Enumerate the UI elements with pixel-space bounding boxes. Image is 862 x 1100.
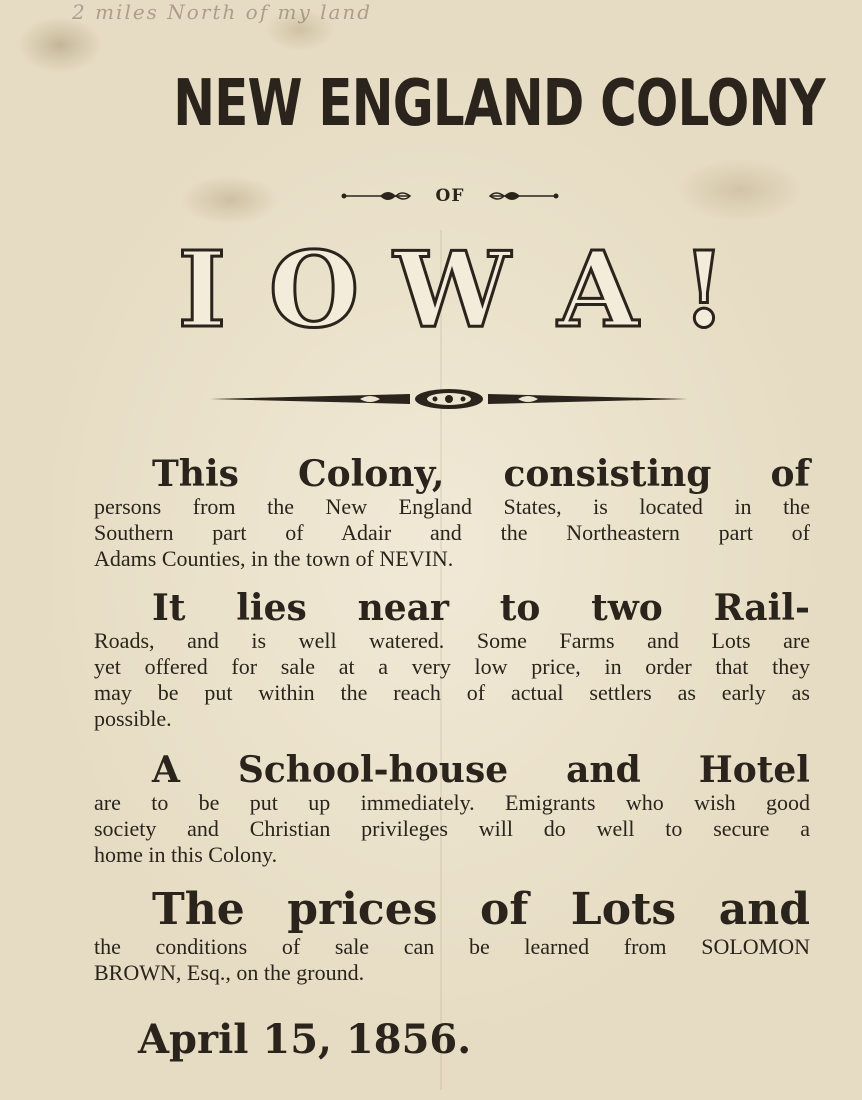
ornamental-divider-icon: [210, 386, 688, 412]
body-line: home in this Colony.: [94, 842, 278, 867]
body-line: society and Christian privileges will do well to secure a: [94, 816, 810, 841]
lead-word: Colony,: [297, 453, 445, 495]
lead-word: and: [718, 884, 810, 935]
body-line: possible.: [94, 706, 172, 731]
lead-word: of: [770, 453, 810, 495]
of-label: OF: [435, 186, 465, 206]
lead-word: The: [152, 884, 245, 935]
paragraph-prices: [94, 886, 810, 986]
handwritten-note: 2 miles North of my land: [72, 0, 373, 24]
body-line: yet offered for sale at a very low price, in order that they: [94, 654, 810, 679]
body-line: Adams Counties, in the town of NEVIN.: [94, 546, 454, 571]
lead-word: It: [152, 587, 186, 629]
lead-word: and: [566, 749, 641, 791]
paragraph-colony: [94, 454, 810, 572]
lead-word: two: [591, 587, 663, 629]
poster-date: April 15, 1856.: [138, 1016, 472, 1063]
state-letter: !: [681, 228, 727, 351]
lead-word: This: [152, 453, 239, 495]
lead-word: A: [152, 749, 180, 791]
body-line: Roads, and is well watered. Some Farms and Lots are: [94, 628, 810, 653]
lead-word: to: [499, 587, 541, 629]
lead-word: consisting: [503, 453, 712, 495]
body-line: BROWN, Esq., on the ground.: [94, 960, 365, 985]
body-line: persons from the New England States, is located in the: [94, 494, 810, 519]
body-line: Southern part of Adair and the Northeastern part of: [94, 520, 810, 545]
right-flourish-icon: [482, 184, 560, 208]
paragraph-lead: [94, 750, 810, 790]
body-line: may be put within the reach of actual settlers as early as: [94, 680, 810, 705]
state-letter: W: [393, 228, 511, 351]
of-ornament-row: [340, 184, 560, 208]
lead-word: near: [357, 587, 449, 629]
lead-word: of: [479, 884, 529, 935]
state-letter: I: [177, 228, 227, 351]
paragraph-railroads: [94, 588, 810, 732]
state-letter: O: [268, 228, 360, 351]
paragraph-lead: [94, 588, 810, 628]
lead-word: prices: [287, 884, 438, 935]
lead-word: Rail-: [713, 587, 810, 629]
lead-word: Hotel: [698, 749, 810, 791]
poster-title: NEW ENGLAND COLONY: [173, 67, 825, 141]
paragraph-lead: [94, 454, 810, 494]
body-line: are to be put up immediately. Emigrants who wish good: [94, 790, 810, 815]
paragraph-lead: [94, 886, 810, 934]
lead-word: Lots: [570, 884, 677, 935]
paragraph-school-hotel: [94, 750, 810, 868]
left-flourish-icon: [340, 184, 418, 208]
lead-word: lies: [236, 587, 307, 629]
state-letter: A: [557, 228, 639, 351]
lead-word: School-house: [237, 749, 509, 791]
body-line: the conditions of sale can be learned from SOLOMON: [94, 934, 810, 959]
state-name-ornamental: [170, 228, 730, 351]
